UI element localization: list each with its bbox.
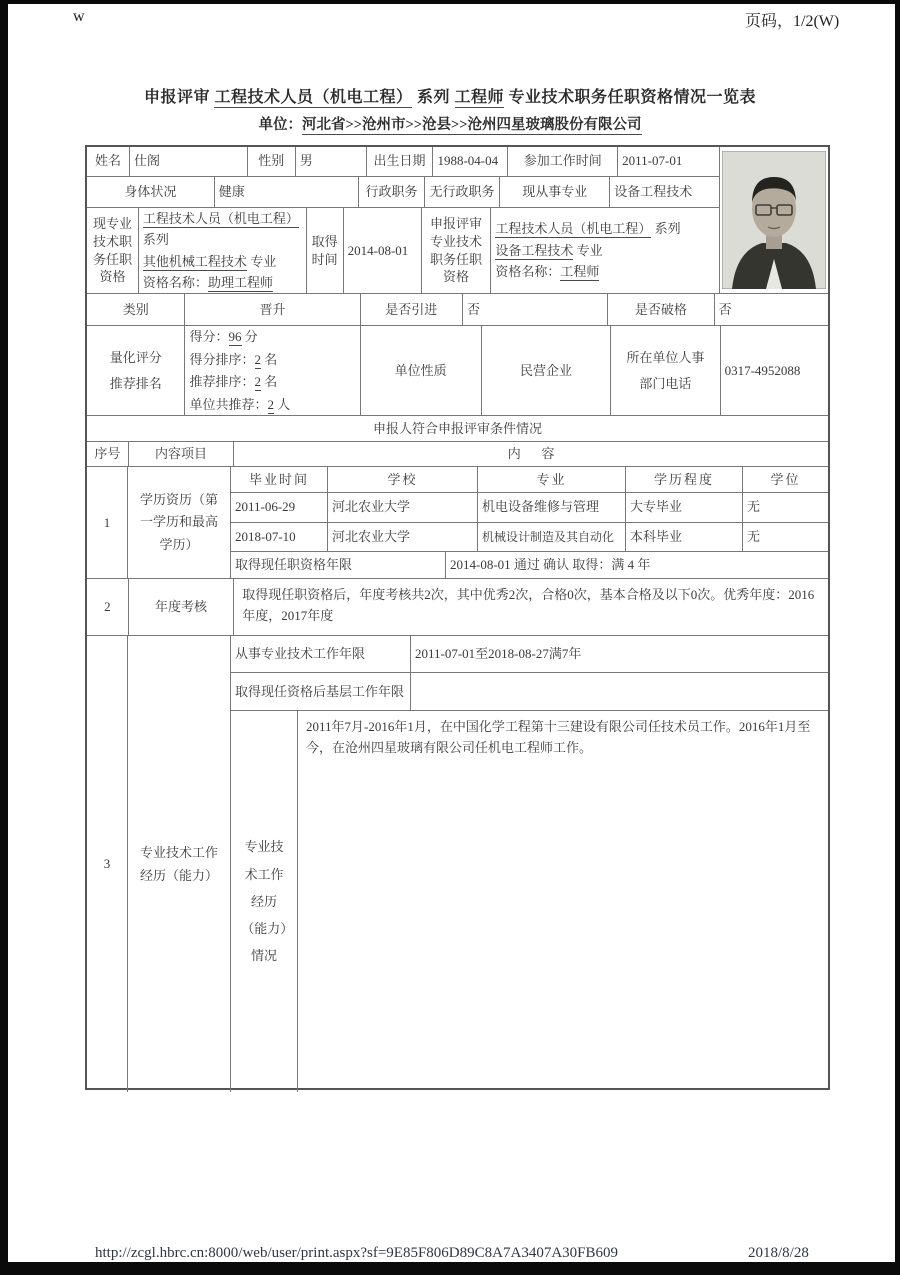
edu-header-major: 专业 xyxy=(478,467,626,492)
content-table-header xyxy=(87,442,828,467)
unit-recommend-line: 单位共推荐：2 人 xyxy=(189,396,291,412)
health-label: 身体状况 xyxy=(87,177,215,207)
edu-header-date: 毕业时间 xyxy=(231,467,328,492)
score-line: 得分：96 分 xyxy=(189,329,258,344)
basic-info-row2 xyxy=(87,177,719,208)
title-rank-underlined: 工程师 xyxy=(454,89,505,106)
tenure-value: 2014-08-01 通过 确认 取得：满 4 年 xyxy=(450,557,651,573)
birth-label: 出生日期 xyxy=(367,147,434,176)
document-subtitle xyxy=(0,113,900,134)
basic-info-row1 xyxy=(87,147,719,177)
section3-item: 专业技术工作经历（能力） xyxy=(128,636,231,1092)
scoring-details xyxy=(185,326,360,415)
basic-info-band xyxy=(87,147,828,294)
import-label: 是否引进 xyxy=(361,294,463,325)
current-series: 工程技术人员（机电工程） xyxy=(142,210,299,226)
current-series-suffix: 系列 xyxy=(142,232,169,247)
category-label: 类别 xyxy=(87,294,185,325)
edu-header-row xyxy=(231,467,828,493)
corner-mark: w xyxy=(73,8,85,25)
print-footer-url: http://zcgl.hbrc.cn:8000/web/user/print.aspx?sf=9E85F806D89C8A7A3407A30FB609 xyxy=(95,1245,618,1261)
hr-phone-value: 0317-4952088 xyxy=(724,362,801,378)
applied-cert-label: 资格名称： xyxy=(495,264,561,280)
section2-seq: 2 xyxy=(87,579,129,635)
edu-row: 2011-06-29 河北农业大学 机电设备维修与管理 大专毕业 无 xyxy=(231,493,828,523)
tenure-row xyxy=(231,552,828,578)
gender-value: 男 xyxy=(296,147,367,176)
work-start-value: 2011-07-01 xyxy=(622,153,683,169)
name-label: 姓名 xyxy=(87,147,130,176)
work-years-value: 2011-07-01至2018-08-27满7年 xyxy=(415,646,582,662)
category-value: 晋升 xyxy=(185,294,360,325)
applied-cert-name: 工程师 xyxy=(560,264,600,280)
profession-label: 现从事专业 xyxy=(500,177,610,207)
scan-edge-top xyxy=(0,0,900,4)
applied-major: 设备工程技术 xyxy=(495,242,574,258)
exception-label: 是否破格 xyxy=(608,294,714,325)
edu-row: 2018-07-10 河北农业大学 机械设计制造及其自动化 本科毕业 无 xyxy=(231,523,828,553)
section-experience xyxy=(87,636,828,1092)
qualification-row xyxy=(87,208,719,293)
current-qualification-content: 工程技术人员（机电工程） 系列 其他机械工程技术 专业 资格名称：助理工程师 xyxy=(139,208,307,293)
work-years-label: 从事专业技术工作年限 xyxy=(231,636,411,672)
scoring-label: 量化评分 推荐排名 xyxy=(87,326,185,415)
unit-type-label: 单位性质 xyxy=(361,326,482,415)
score-rank-line: 得分排序：2 名 xyxy=(189,351,278,367)
admin-duty-label: 行政职务 xyxy=(359,177,426,207)
scoring-row xyxy=(87,326,828,416)
category-row xyxy=(87,294,828,326)
exception-value: 否 xyxy=(718,301,732,317)
name-value: 仕阁 xyxy=(130,147,248,176)
title-suffix: 专业技术职务任职资格情况一览表 xyxy=(504,89,757,106)
experience-vertical-label: 专业技术工作经历（能力）情况 xyxy=(231,711,298,1092)
recommend-rank-line: 推荐排序：2 名 xyxy=(189,374,278,389)
unit-value-underlined: 河北省>>沧州市>>沧县>>沧州四星玻璃股份有限公司 xyxy=(301,117,642,133)
profession-value: 设备工程技术 xyxy=(614,183,693,199)
edu-header-level: 学历程度 xyxy=(626,467,743,492)
current-cert-label: 资格名称： xyxy=(142,275,208,290)
title-prefix: 申报评审 xyxy=(143,89,215,106)
birth-value: 1988-04-04 xyxy=(433,147,508,176)
experience-detail-row xyxy=(231,711,828,1092)
applied-qualification-label: 申报评审专业技术职务任职资格 xyxy=(422,208,492,293)
seq-header: 序号 xyxy=(87,442,129,466)
section1-seq: 1 xyxy=(87,467,128,578)
page-number: 页码，1/2(W) xyxy=(745,13,840,30)
grassroots-years-row xyxy=(231,673,828,711)
current-major: 其他机械工程技术 xyxy=(142,253,247,269)
current-qualification-label: 现专业技术职务任职资格 xyxy=(87,208,139,293)
gender-label: 性别 xyxy=(248,147,296,176)
import-value: 否 xyxy=(463,294,608,325)
id-photo-cell xyxy=(720,147,828,293)
experience-text: 2011年7月-2016年1月，在中国化学工程第十三建设有限公司任技术员工作。2016年1月至今，在沧州四星玻璃有限公司任机电工程师工作。 xyxy=(306,719,811,756)
current-cert-name: 助理工程师 xyxy=(207,275,273,290)
obtain-time-value: 2014-08-01 xyxy=(344,208,422,293)
tenure-label: 取得现任职资格年限 xyxy=(231,552,446,578)
grassroots-years-value xyxy=(411,673,828,710)
work-years-row xyxy=(231,636,828,673)
document-title xyxy=(0,84,900,107)
scan-edge-left xyxy=(0,0,8,1275)
edu-header-degree: 学位 xyxy=(770,471,801,487)
assessment-text: 取得现任职资格后，年度考核共2次，其中优秀2次，合格0次，基本合格及以下0次。优秀年度：2016年度，2017年度 xyxy=(242,587,815,624)
id-photo xyxy=(722,151,826,289)
section-education xyxy=(87,467,828,579)
section1-item: 学历资历（第一学历和最高学历） xyxy=(128,467,231,578)
applied-series: 工程技术人员（机电工程） xyxy=(495,221,652,237)
grassroots-years-label: 取得现任资格后基层工作年限 xyxy=(231,673,411,710)
title-mid: 系列 xyxy=(412,89,455,106)
obtain-time-label: 取得时间 xyxy=(307,208,344,293)
scan-edge-bottom xyxy=(0,1262,900,1275)
applied-qualification-content: 工程技术人员（机电工程） 系列 设备工程技术 专业 资格名称：工程师 xyxy=(495,221,681,280)
work-start-label: 参加工作时间 xyxy=(508,147,618,176)
content-header: 内容 xyxy=(507,446,576,462)
conditions-banner-row xyxy=(87,416,828,442)
scan-edge-right xyxy=(895,0,900,1275)
edu-header-school: 学校 xyxy=(328,467,478,492)
admin-duty-value: 无行政职务 xyxy=(425,177,500,207)
health-value: 健康 xyxy=(215,177,359,207)
section3-seq: 3 xyxy=(87,636,128,1092)
qualification-form xyxy=(85,145,830,1090)
hr-phone-label: 所在单位人事 部门电话 xyxy=(611,326,720,415)
section-assessment xyxy=(87,579,828,636)
unit-type-value: 民营企业 xyxy=(482,326,611,415)
item-header: 内容项目 xyxy=(129,442,234,466)
conditions-banner: 申报人符合申报评审条件情况 xyxy=(372,420,542,436)
unit-label: 单位： xyxy=(258,117,302,133)
section2-item: 年度考核 xyxy=(129,579,234,635)
print-footer-date: 2018/8/28 xyxy=(748,1245,809,1261)
title-series-underlined: 工程技术人员（机电工程） xyxy=(214,89,413,106)
